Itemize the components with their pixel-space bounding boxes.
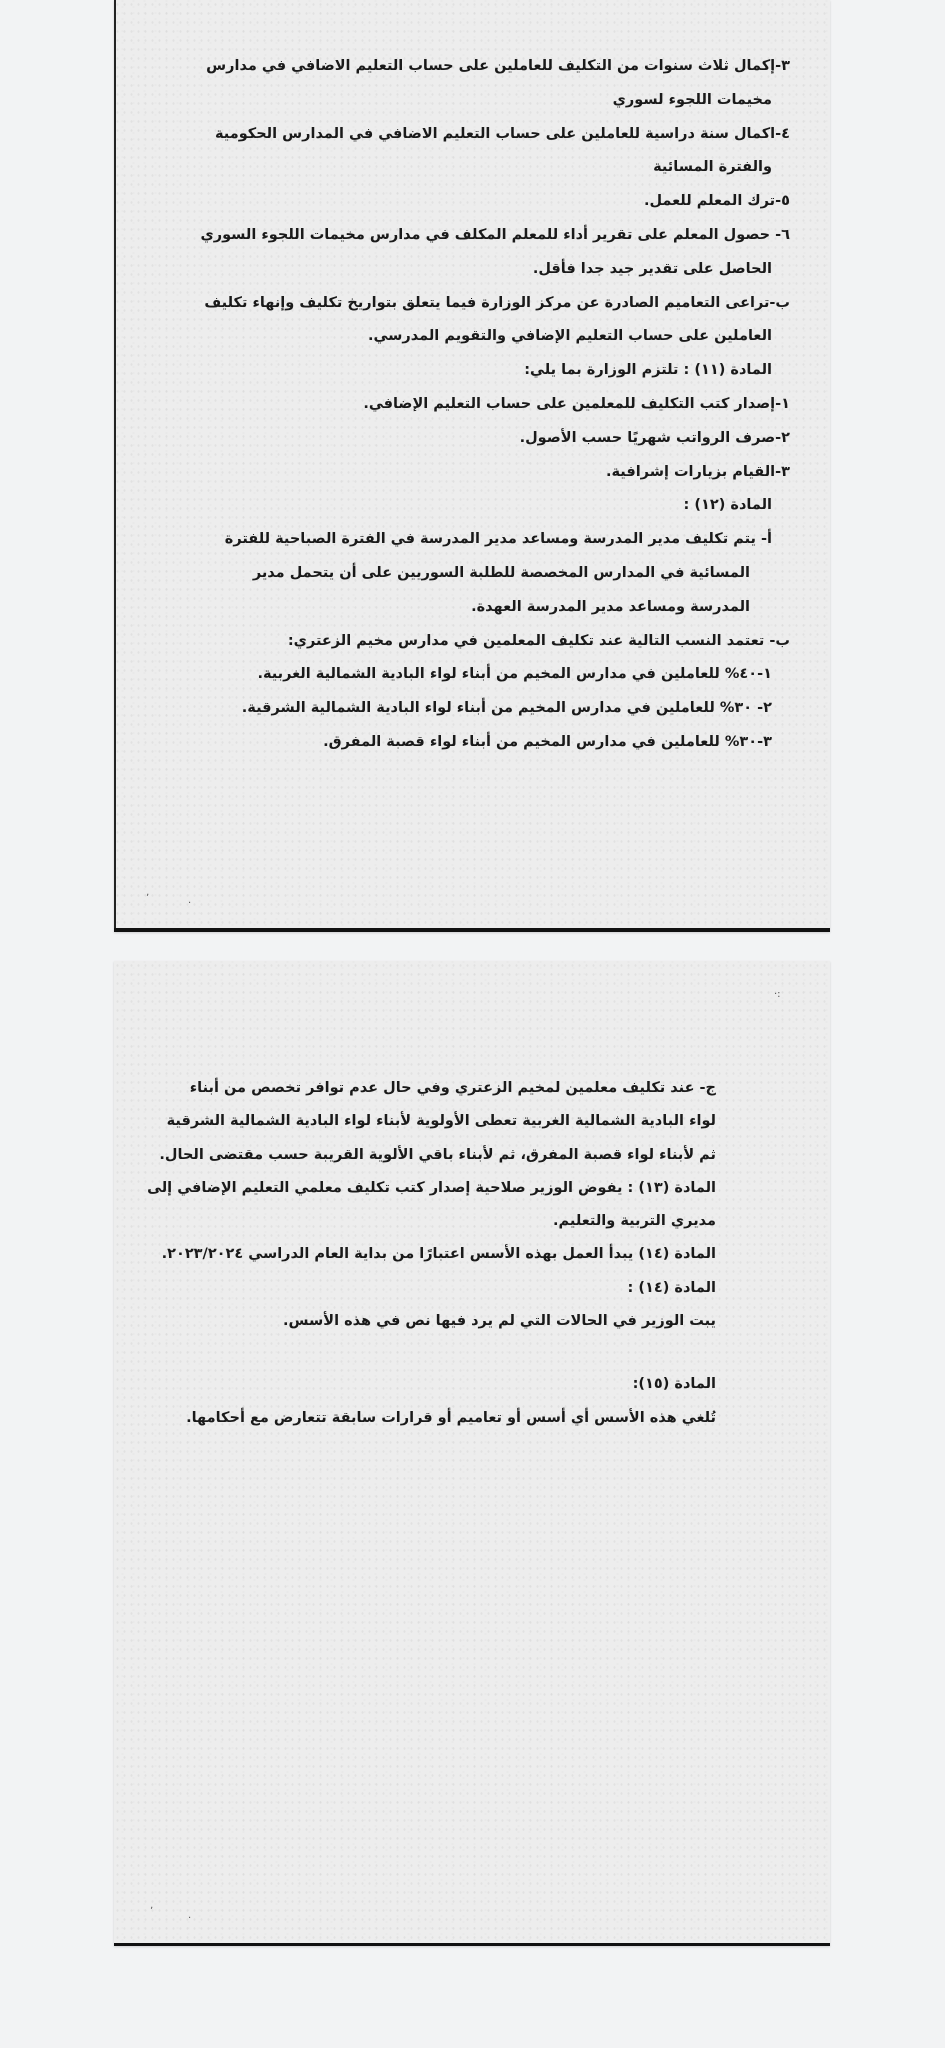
item-6-line-1: ٦- حصول المعلم على تقرير أداء للمعلم المكلف في مدارس مخيمات اللجوء السوري	[200, 226, 790, 243]
ratio-item-3: ٣-٣٠% للعاملين في مدارس المخيم من أبناء لواء قصبة المفرق.	[323, 733, 772, 750]
page-2-text	[147, 1072, 716, 1435]
article-14-text: يبت الوزير في الحالات التي لم يرد فيها نص في هذه الأسس.	[283, 1313, 716, 1330]
article-14-heading: المادة (١٤) :	[627, 1279, 716, 1296]
article-11-item-2: ٢-صرف الرواتب شهريًا حسب الأصول.	[519, 429, 790, 446]
article-13-line-1: المادة (١٣) : يفوض الوزير صلاحية إصدار كتب تكليف معلمي التعليم الإضافي إلى	[147, 1179, 716, 1196]
item-3-line-2: مخيمات اللجوء لسوري	[612, 91, 772, 108]
page-bottom-edge	[114, 1943, 830, 1946]
clause-c-line-1: ج- عند تكليف معلمين لمخيم الزعتري وفي حال عدم توافر تخصص من أبناء	[189, 1080, 716, 1096]
article-12-a-line-1: أ- يتم تكليف مدير المدرسة ومساعد مدير المدرسة في الفترة الصباحية للفترة	[224, 531, 772, 548]
scan-speck: ʼ	[146, 893, 150, 904]
page-left-edge	[114, 0, 116, 932]
article-12-b: ب- تعتمد النسب التالية عند تكليف المعلمين في مدارس مخيم الزعتري:	[287, 632, 790, 649]
clause-b-line-1: ب-تراعى التعاميم الصادرة عن مركز الوزارة فيما يتعلق بتواريخ تكليف وإنهاء تكليف	[204, 294, 790, 311]
scan-speck: ·	[188, 898, 192, 909]
page-1-text	[200, 50, 790, 760]
item-4-line-1: ٤-اكمال سنة دراسية للعاملين على حساب التعليم الاضافي في المدارس الحكومية	[215, 125, 790, 142]
item-4-line-2: والفترة المسائية	[653, 159, 772, 176]
paragraph-gap	[214, 1338, 716, 1368]
article-12-a-line-3: المدرسة ومساعد مدير المدرسة العهدة.	[471, 598, 750, 615]
ratio-item-2: ٢- ٣٠% للعاملين في مدارس المخيم من أبناء لواء البادية الشمالية الشرقية.	[241, 700, 772, 717]
scanned-page-2	[114, 961, 830, 1946]
article-12-a-line-2: المسائية في المدارس المخصصة للطلبة السوريين على أن يتحمل مدير	[252, 564, 750, 581]
clause-b-line-2: العاملين على حساب التعليم الإضافي والتقويم المدرسي.	[367, 328, 772, 345]
article-14-start: المادة (١٤) يبدأ العمل بهذه الأسس اعتبارًا من بداية العام الدراسي ٢٠٢٣/٢٠٢٤.	[161, 1246, 716, 1263]
clause-c-line-3: ثم لأبناء لواء قصبة المفرق، ثم لأبناء باقي الألوية القريبة حسب مقتضى الحال.	[159, 1146, 716, 1163]
scan-speck: ʼ	[150, 1906, 154, 1917]
page-bottom-edge	[114, 928, 830, 932]
scanned-page-1	[114, 0, 830, 932]
article-11-item-3: ٣-القيام بزيارات إشرافية.	[606, 463, 790, 480]
article-15-text: تُلغي هذه الأسس أي أسس أو تعاميم أو قرارات سابقة تتعارض مع أحكامها.	[186, 1409, 716, 1426]
article-11-heading: المادة (١١) : تلتزم الوزارة بما يلي:	[524, 362, 772, 379]
article-12-heading: المادة (١٢) :	[683, 497, 772, 514]
scan-speck: ·	[188, 1913, 192, 1924]
ratio-item-1: ١-٤٠% للعاملين في مدارس المخيم من أبناء لواء البادية الشمالية الغربية.	[257, 666, 772, 683]
article-13-line-2: مديري التربية والتعليم.	[553, 1213, 716, 1230]
item-3-line-1: ٣-إكمال ثلاث سنوات من التكليف للعاملين على حساب التعليم الاضافي في مدارس	[206, 58, 790, 74]
article-11-item-1: ١-إصدار كتب التكليف للمعلمين على حساب التعليم الإضافي.	[363, 395, 790, 412]
article-15-heading: المادة (١٥):	[632, 1376, 716, 1393]
item-6-line-2: الحاصل على تقدير جيد جدا فأقل.	[532, 260, 772, 277]
scan-speck: ·:	[774, 989, 781, 1000]
clause-c-line-2: لواء البادية الشمالية الغربية تعطى الأولوية لأبناء لواء البادية الشمالية الشرقية	[166, 1113, 716, 1130]
item-5: ٥-ترك المعلم للعمل.	[643, 193, 790, 210]
